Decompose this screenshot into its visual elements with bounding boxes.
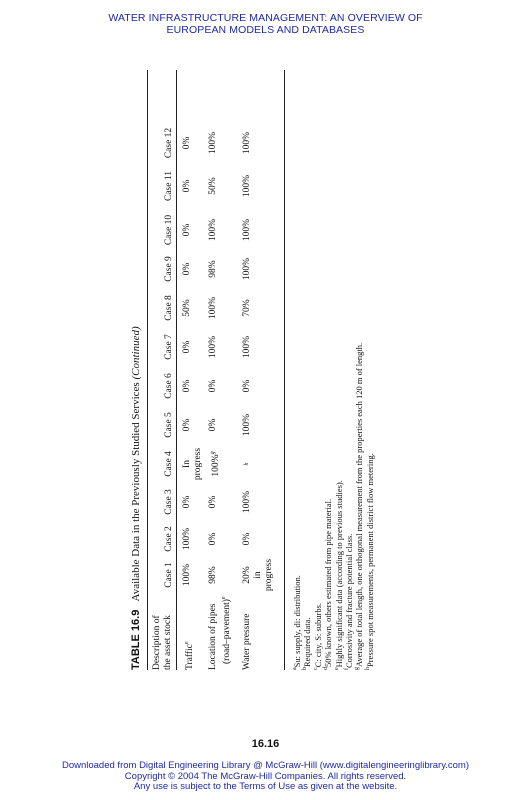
header-rule <box>176 70 177 670</box>
column-header: Case 8 <box>164 295 174 321</box>
table-label: TABLE 16.9 <box>130 609 142 670</box>
column-header: Case 9 <box>164 256 174 282</box>
table-title: Available Data in the Previously Studied Services <box>130 382 142 602</box>
table-cell: 100% <box>208 131 218 155</box>
table-top-rule <box>147 70 148 670</box>
column-header: Case 2 <box>164 526 174 552</box>
footnote-marker: e <box>333 667 340 670</box>
row-label-text: (road–pavement)$^e$ <box>221 596 233 664</box>
table-cell: 0% <box>182 136 192 150</box>
column-header: Case 1 <box>164 562 174 588</box>
table-cell: 100% <box>242 490 252 514</box>
footnote-marker: e <box>184 641 190 645</box>
running-head-line-1: WATER INFRASTRUCTURE MANAGEMENT: AN OVERVIEW OF <box>108 12 423 24</box>
footnote-text: C: city, S: suburbs. <box>312 602 323 668</box>
table-cell: 100% <box>242 335 252 359</box>
stub-header-line-1: Description of <box>152 615 162 670</box>
footnote-text: Average of total length, one orthogonal measurement from the properties each 120 m of length. <box>354 342 365 667</box>
row-label-text: Location of pipes <box>208 603 218 670</box>
table-cell: 100% <box>208 335 218 359</box>
footnote-marker: g <box>354 667 361 670</box>
row-label: Water pressure <box>242 613 252 670</box>
table-cell: 0% <box>208 379 218 393</box>
table-cell: 50% <box>182 299 192 317</box>
footnote-marker: h <box>244 462 250 466</box>
table-caption <box>130 326 142 670</box>
table-cell: 0% <box>182 223 192 237</box>
column-header: Case 7 <box>164 334 174 360</box>
page-number: 16.16 <box>251 738 280 750</box>
table-bottom-rule <box>284 70 285 670</box>
footnote-text: Corrosivity and fracture potential class. <box>343 533 354 668</box>
footnote-text: Pressure spot measurements, permanent district flow metering. <box>364 453 375 667</box>
table-cell: 100%$^g$ <box>210 451 222 477</box>
table-cell: 100% <box>242 413 252 437</box>
table-cell: 0% <box>182 340 192 354</box>
footnote-marker: d <box>323 667 330 670</box>
footnote-text: Su: supply, di: distribution. <box>291 575 302 668</box>
table-cell: 0% <box>208 495 218 509</box>
table-cell: 0% <box>242 379 252 393</box>
running-head-line-2: EUROPEAN MODELS AND DATABASES <box>166 24 365 36</box>
table-cell: 100% <box>242 131 252 155</box>
table-cell: 0% <box>182 262 192 276</box>
footnote-marker: e <box>221 596 227 600</box>
table-cell: 100% <box>208 296 218 320</box>
table-cell: 0% <box>182 418 192 432</box>
footnote-marker: f <box>344 668 350 670</box>
table-cell: 0% <box>182 495 192 509</box>
table-cell: 70% <box>242 299 252 317</box>
column-header: Case 4 <box>164 451 174 477</box>
table-cell: 20% in progress <box>242 558 274 592</box>
footnote-marker: a <box>292 667 298 670</box>
footnote-text: 50% known, others estimated from pipe material. <box>323 498 334 667</box>
stub-header-line-2: the asset stock <box>163 615 173 670</box>
column-header: Case 11 <box>164 171 174 201</box>
table-cell: 0% <box>242 532 252 546</box>
footer-line-1: Downloaded from Digital Engineering Library @ McGraw-Hill (www.digitalengineeringlibrary.com) <box>61 760 470 771</box>
table-cell <box>242 444 256 484</box>
table-cell: 0% <box>208 418 218 432</box>
rotated-table-page <box>130 70 390 670</box>
footnote-marker: b <box>302 667 309 670</box>
footnote <box>363 453 375 670</box>
table-cell: 50% <box>208 177 218 195</box>
footnote-marker: h <box>364 667 371 670</box>
table-cell: 98% <box>208 260 218 278</box>
stub-header <box>152 615 174 670</box>
table-cell: 100% <box>182 527 192 551</box>
row-label <box>208 596 233 670</box>
row-label <box>182 641 196 670</box>
column-header: Case 3 <box>164 489 174 515</box>
table-cell: 100% <box>182 563 192 587</box>
column-header: Case 12 <box>164 127 174 159</box>
footer-line-2: Copyright © 2004 The McGraw-Hill Companies. All rights reserved. <box>124 770 407 782</box>
table-cell: 100% <box>242 174 252 198</box>
column-header: Case 6 <box>164 373 174 399</box>
column-header: Case 5 <box>164 412 174 438</box>
footer-line-3: Any use is subject to the Terms of Use as given at the website. <box>133 781 398 792</box>
table-cell: 98% <box>208 566 218 584</box>
table-continued: (Continued) <box>130 326 142 380</box>
table-cell: 100% <box>242 257 252 281</box>
table-cell: 100% <box>242 218 252 242</box>
row-label-text: Traffic <box>185 644 196 670</box>
table-cell: 0% <box>182 179 192 193</box>
table-cell: 0% <box>182 379 192 393</box>
table-cell: 0% <box>208 532 218 546</box>
table-cell: 100% <box>208 218 218 242</box>
table-cell: In progress <box>182 447 203 481</box>
footnote-text: Required data. <box>302 617 313 667</box>
footnote-text: Highly significant data (according to previous studies). <box>333 480 344 668</box>
download-footer <box>0 761 531 793</box>
column-header: Case 10 <box>164 214 174 246</box>
footnote-marker: c <box>312 667 319 670</box>
running-head <box>0 12 531 36</box>
footnote-marker: g <box>210 451 216 455</box>
